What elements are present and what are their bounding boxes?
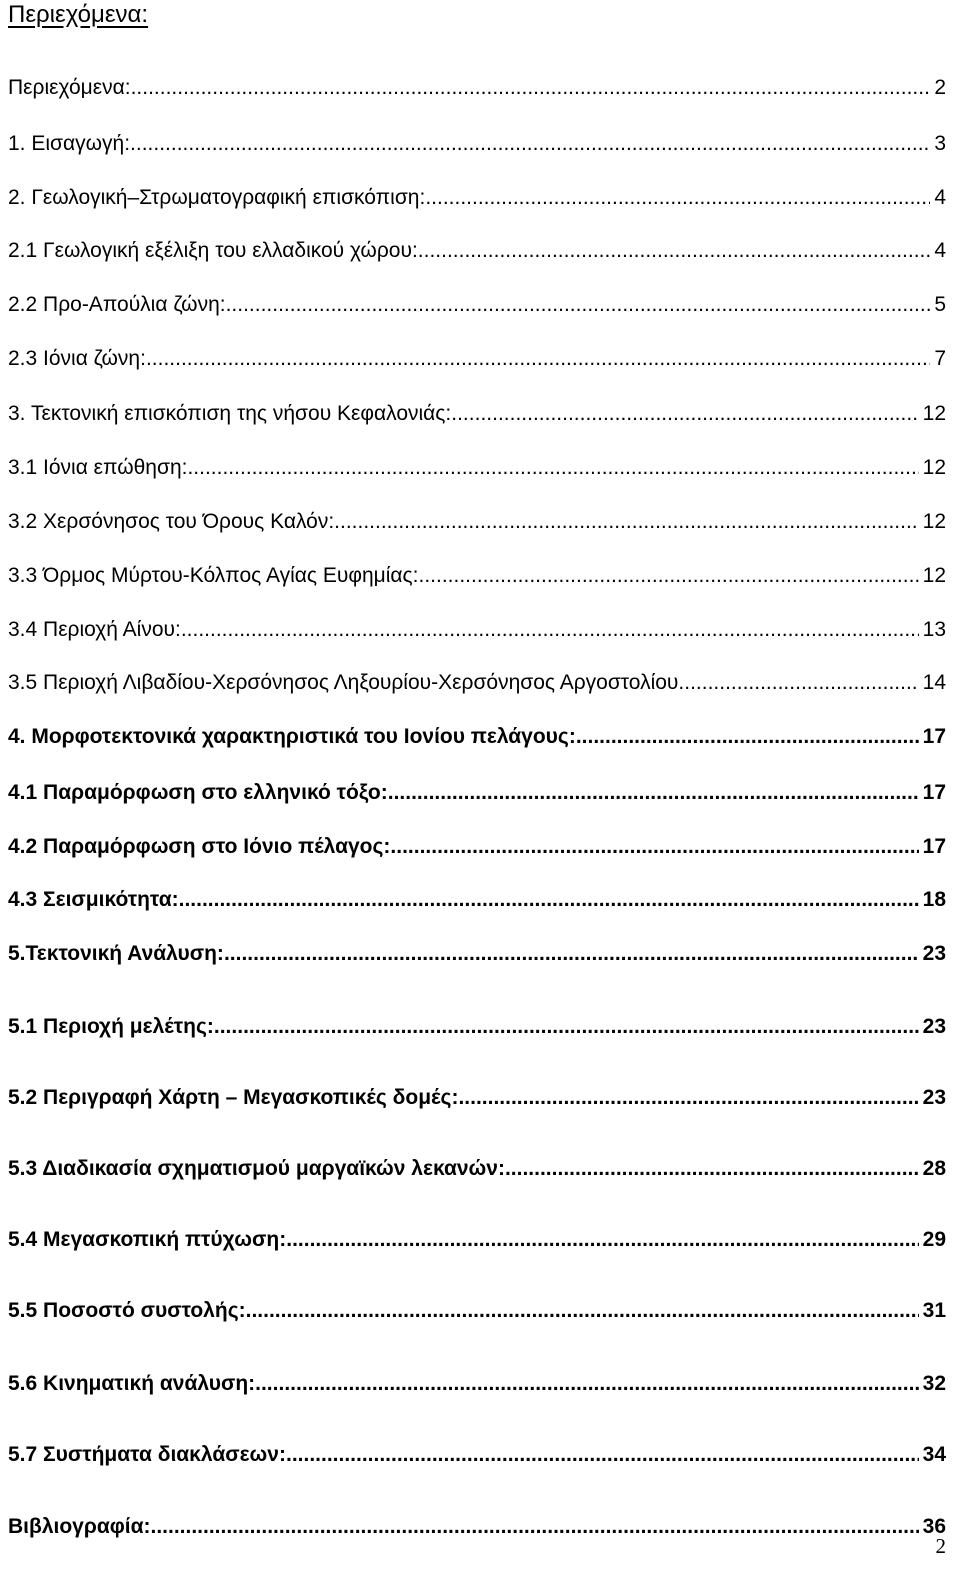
- toc-entry-title: 5.4 Μεγασκοπική πτύχωση:: [8, 1228, 287, 1251]
- toc-entry[interactable]: [8, 1225, 946, 1255]
- toc-entry-page: 29: [922, 1228, 946, 1251]
- toc-entry-page: 12: [922, 510, 946, 533]
- toc-entry-page: 14: [922, 671, 946, 694]
- toc-entry[interactable]: [8, 1296, 946, 1326]
- toc-entry-title: 2.1 Γεωλογική εξέλιξη του ελλαδικού χώρου:: [8, 239, 418, 262]
- toc-entry[interactable]: [8, 73, 946, 103]
- toc-leader-dots: [224, 939, 919, 969]
- toc-entry[interactable]: [8, 344, 946, 374]
- toc-entry-page: 17: [922, 835, 946, 858]
- toc-leader-dots: [181, 615, 919, 645]
- toc-entry-title: 4. Μορφοτεκτονικά χαρακτηριστικά του Ιονίου πελάγους:: [8, 725, 576, 748]
- toc-leader-dots: [255, 1369, 919, 1399]
- toc-entry-page: 23: [922, 942, 946, 965]
- toc-leader-dots: [130, 129, 930, 159]
- toc-leader-dots: [187, 453, 918, 483]
- toc-entry[interactable]: [8, 183, 946, 213]
- toc-entry-page: 13: [922, 618, 946, 641]
- page-number: 2: [935, 1534, 946, 1558]
- toc-leader-dots: [146, 344, 930, 374]
- toc-entry-page: 12: [922, 564, 946, 587]
- toc-entry[interactable]: [8, 668, 946, 698]
- toc-entry-title: 5.3 Διαδικασία σχηματισμού μαργαϊκών λεκανών:: [8, 1157, 505, 1180]
- toc-entry-title: 1. Εισαγωγή:: [8, 132, 131, 155]
- toc-leader-dots: [505, 1154, 919, 1184]
- toc-entry-title: Βιβλιογραφία:: [8, 1515, 151, 1538]
- toc-entry-page: 4: [934, 186, 946, 209]
- toc-leader-dots: [151, 1512, 919, 1542]
- toc-entry-title: 2. Γεωλογική–Στρωματογραφική επισκόπιση:: [8, 186, 426, 209]
- toc-leader-dots: [131, 73, 931, 103]
- toc-entry-page: 34: [922, 1443, 946, 1466]
- toc-entry[interactable]: [8, 1154, 946, 1184]
- toc-entry-page: 5: [934, 293, 946, 316]
- toc-entry[interactable]: [8, 1440, 946, 1470]
- toc-entry-title: 3.3 Όρμος Μύρτου-Κόλπος Αγίας Ευφημίας:: [8, 564, 419, 587]
- toc-entry-title: 3.4 Περιοχή Αίνου:: [8, 618, 181, 641]
- toc-leader-dots: [246, 1296, 919, 1326]
- page-title: Περιεχόμενα:: [8, 1, 149, 28]
- toc-entry[interactable]: [8, 832, 946, 862]
- toc-entry[interactable]: [8, 1512, 946, 1542]
- toc-entry-title: 3.5 Περιοχή Λιβαδίου-Χερσόνησος Ληξουρίου-Χερσόνησος Αργοστολίου.: [8, 671, 685, 694]
- toc-leader-dots: [214, 1012, 919, 1042]
- toc-entry-title: 4.3 Σεισμικότητα:: [8, 888, 179, 911]
- toc-leader-dots: [388, 778, 919, 808]
- toc-entry-title: 5.1 Περιοχή μελέτης:: [8, 1015, 214, 1038]
- toc-entry-title: 3.1 Ιόνια επώθηση:: [8, 456, 188, 479]
- toc-entry-title: 5.5 Ποσοστό συστολής:: [8, 1299, 246, 1322]
- toc-entry[interactable]: [8, 507, 946, 537]
- toc-leader-dots: [226, 290, 931, 320]
- toc-entry[interactable]: [8, 236, 946, 266]
- toc-entry[interactable]: [8, 885, 946, 915]
- toc-leader-dots: [179, 885, 919, 915]
- toc-entry-title: 3.2 Χερσόνησος του Όρους Καλόν:: [8, 510, 335, 533]
- toc-entry-title: 5.2 Περιγραφή Χάρτη – Μεγασκοπικές δομές:: [8, 1086, 459, 1109]
- toc-entry-page: 28: [922, 1157, 946, 1180]
- toc-entry-title: 3. Τεκτονική επισκόπιση της νήσου Κεφαλονιάς:: [8, 402, 452, 425]
- toc-entry-page: 18: [922, 888, 946, 911]
- toc-entry[interactable]: [8, 778, 946, 808]
- toc-entry[interactable]: [8, 453, 946, 483]
- toc-entry-page: 23: [922, 1015, 946, 1038]
- toc-leader-dots: [576, 722, 919, 752]
- toc-entry-title: 5.Τεκτονική Ανάλυση:: [8, 942, 224, 965]
- toc-leader-dots: [458, 1083, 918, 1113]
- toc-entry-page: 32: [922, 1372, 946, 1395]
- toc-entry-page: 17: [922, 781, 946, 804]
- toc-entry-page: 3: [934, 132, 946, 155]
- toc-entry[interactable]: [8, 290, 946, 320]
- toc-entry-title: 4.1 Παραμόρφωση στο ελληνικό τόξο:: [8, 781, 388, 804]
- toc-leader-dots: [286, 1225, 918, 1255]
- toc-entry[interactable]: [8, 722, 946, 752]
- toc-entry-title: 2.2 Προ-Απούλια ζώνη:: [8, 293, 226, 316]
- toc-entry-page: 4: [934, 239, 946, 262]
- toc-leader-dots: [684, 668, 918, 698]
- toc-leader-dots: [390, 832, 918, 862]
- toc-entry-page: 2: [934, 76, 946, 99]
- toc-entry-page: 36: [922, 1515, 946, 1538]
- toc-leader-dots: [286, 1440, 919, 1470]
- toc-entry-title: 5.7 Συστήματα διακλάσεων:: [8, 1443, 286, 1466]
- toc-leader-dots: [334, 507, 918, 537]
- toc-entry[interactable]: [8, 129, 946, 159]
- toc-leader-dots: [451, 399, 918, 429]
- toc-entry-page: 23: [922, 1086, 946, 1109]
- toc-entry-title: 5.6 Κινηματική ανάλυση:: [8, 1372, 256, 1395]
- toc-entry[interactable]: [8, 1083, 946, 1113]
- toc-entry-page: 17: [922, 725, 946, 748]
- toc-entry[interactable]: [8, 1012, 946, 1042]
- toc-leader-dots: [425, 183, 930, 213]
- toc-entry[interactable]: [8, 1369, 946, 1399]
- toc-entry-page: 31: [922, 1299, 946, 1322]
- toc-entry[interactable]: [8, 615, 946, 645]
- toc-entry[interactable]: [8, 939, 946, 969]
- toc-entry[interactable]: [8, 399, 946, 429]
- toc-leader-dots: [418, 561, 918, 591]
- toc-entry-page: 12: [922, 402, 946, 425]
- toc-entry-title: Περιεχόμενα:: [8, 76, 131, 99]
- toc-entry-page: 12: [922, 456, 946, 479]
- toc-leader-dots: [418, 236, 931, 266]
- toc-entry-title: 4.2 Παραμόρφωση στο Ιόνιο πέλαγος:: [8, 835, 391, 858]
- toc-entry-page: 7: [934, 347, 946, 370]
- toc-entry[interactable]: [8, 561, 946, 591]
- toc-entry-title: 2.3 Ιόνια ζώνη:: [8, 347, 146, 370]
